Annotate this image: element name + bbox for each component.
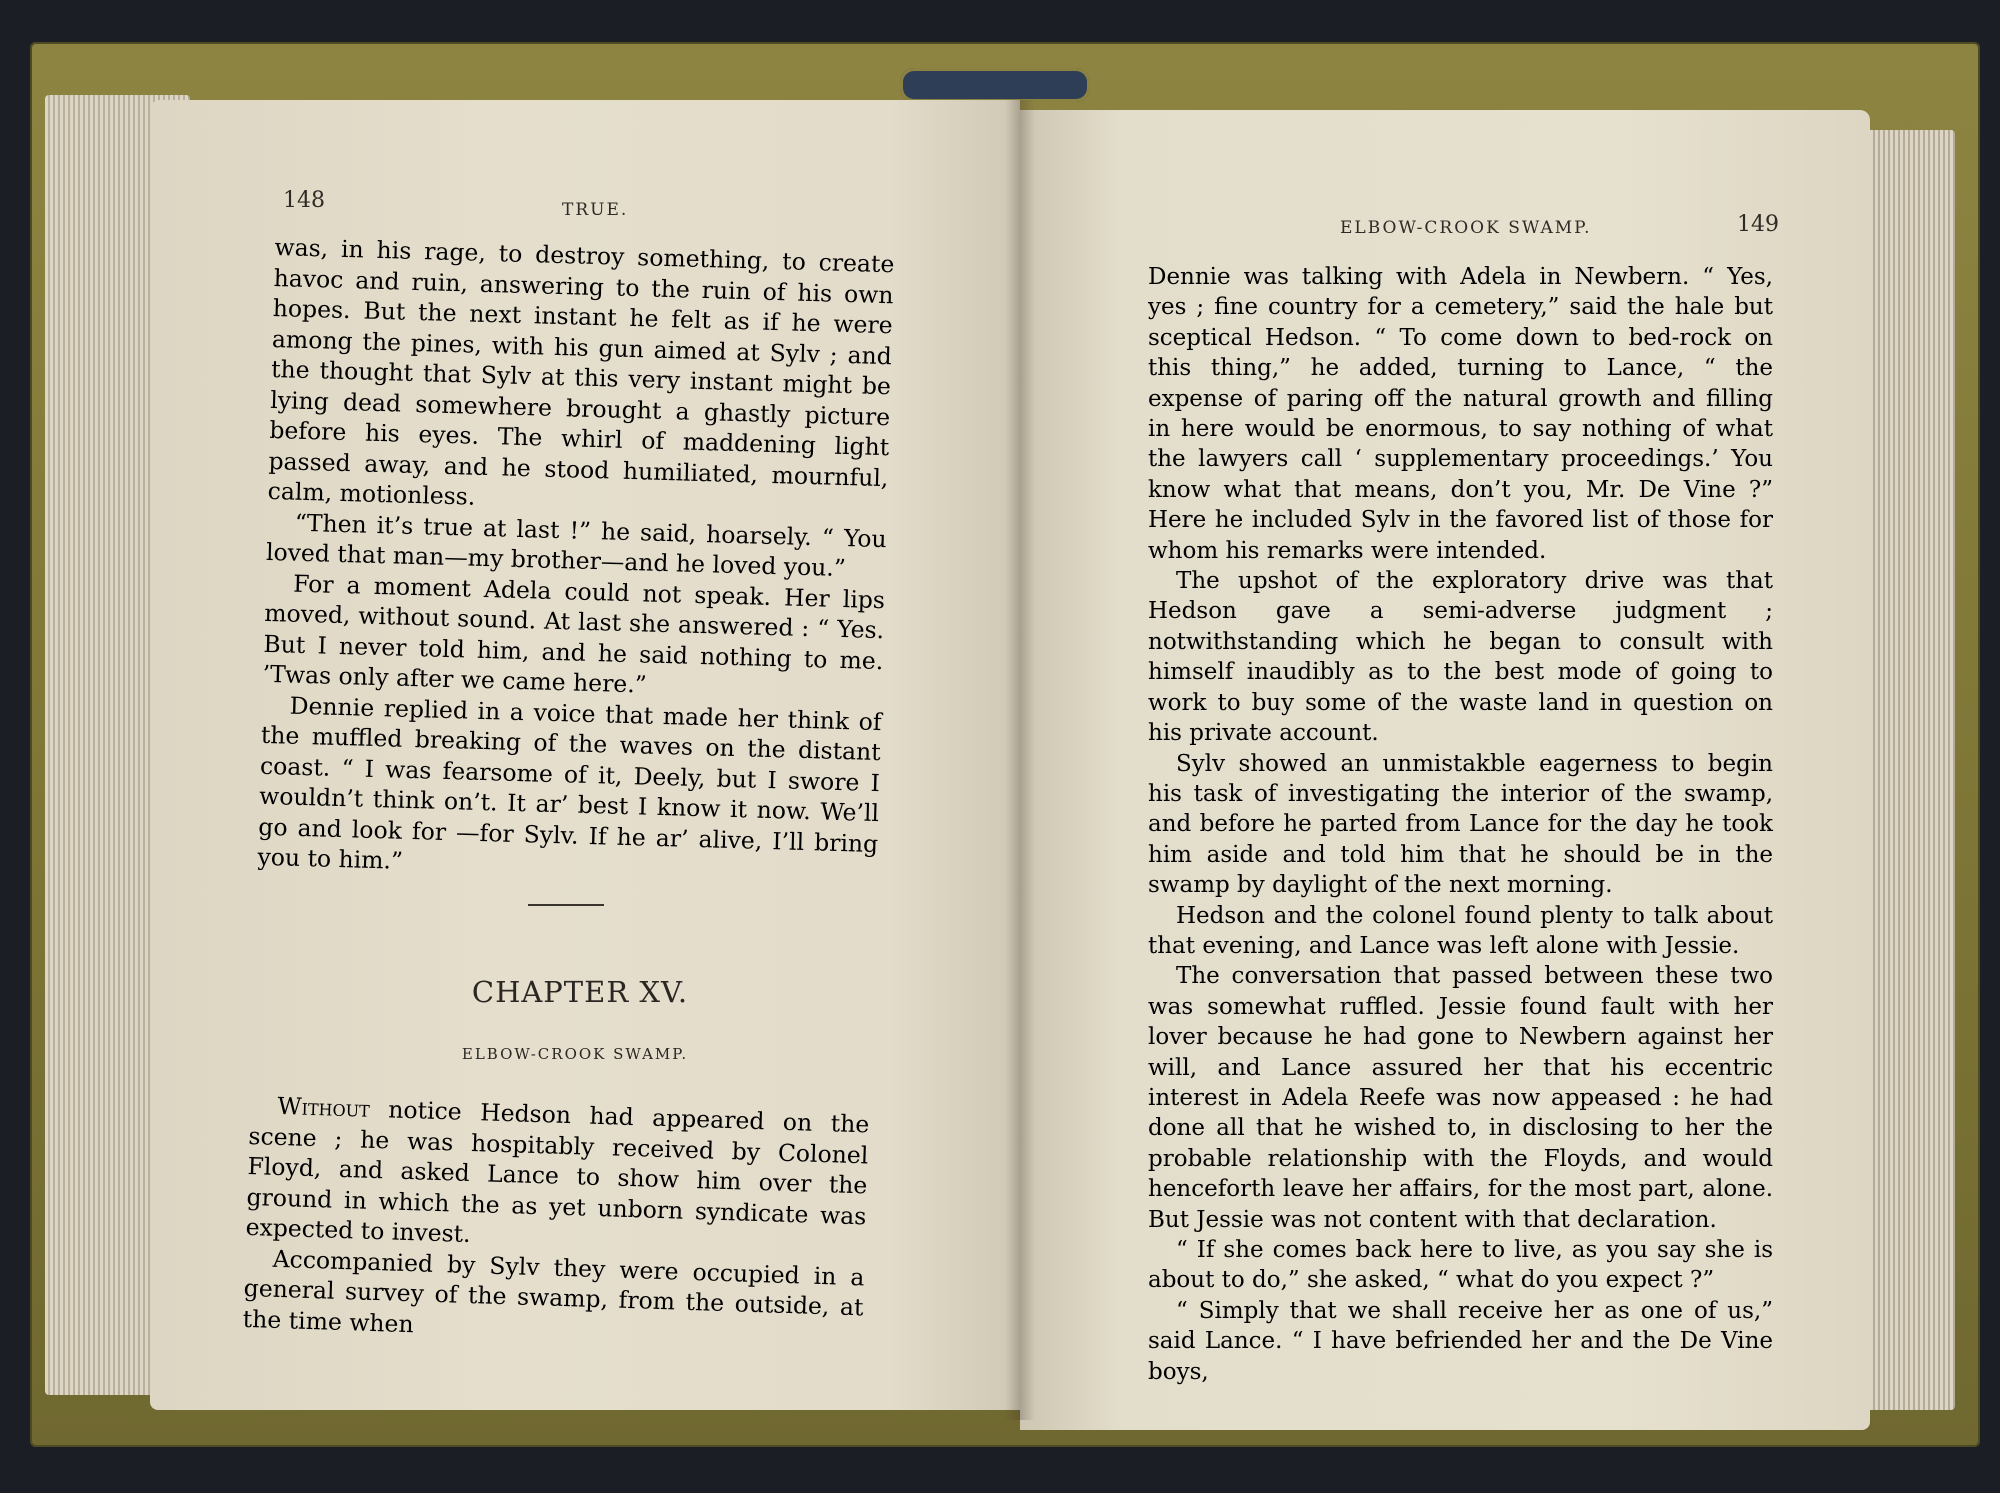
right-page-number: 149: [1737, 212, 1779, 237]
paragraph: The upshot of the exploratory drive was that Hedson gave a semi-adverse judgment ; notwithstanding which he began to consult with himself inaudibly as to the best mode of going to work to buy some of the waste land in question on his private account.: [1148, 568, 1773, 747]
page-edges-right: [1860, 130, 1955, 1410]
paragraph: The conversation that passed between these two was somewhat ruffled. Jessie found fault with her lover because he had gone to Newbern against her will, and Lance assured her that his eccentric interest in Adela Reefe was now appeased : he had done all that he wished to, in disclosing to her the probable relationship with the Floyds, and would henceforth leave her affairs, for the most part, alone. But Jessie was not content with that declaration.: [1148, 963, 1773, 1233]
paragraph: was, in his rage, to destroy something, to create havoc and ruin, answering to the ruin of his own hopes. But the next instant he felt as if he were among the pines, with his gun aimed at Sylv ; and the thought that Sylv at this very instant might be lying dead somewhere brought a ghastly picture before his eyes. The whirl of maddening light passed away, and he stood humiliated, mournful, calm, motionless.: [267, 232, 895, 511]
right-running-head: ELBOW-CROOK SWAMP.: [1340, 218, 1592, 238]
paragraph: Hedson and the colonel found plenty to talk about that evening, and Lance was left alone with Jessie.: [1148, 902, 1773, 959]
chapter-opening-rest: notice Hedson had appeared on the scene ; he was hospitably received by Colonel Floyd, and asked Lance to show him over the ground in which the as yet unborn syndicate was expected to invest.: [245, 1094, 870, 1248]
paragraph: For a moment Adela could not speak. Her lips moved, without sound. At last she answered : “ Yes. But I never told him, and he said nothing to me. ’Twas only after we came here.”: [262, 569, 886, 699]
left-page-text: [257, 232, 895, 890]
paragraph: [245, 1090, 869, 1262]
paragraph: “Then it’s true at last !” he said, hoarsely. “ You loved that man—my brother—and he loved you.”: [265, 508, 888, 583]
paragraph: Accompanied by Sylv they were occupied in a general survey of the swamp, from the outside, at the time when: [242, 1244, 865, 1338]
paragraph: “ Simply that we shall receive her as one of us,” said Lance. “ I have befriended her and the De Vine boys,: [1148, 1297, 1773, 1385]
book-gutter: [1005, 100, 1035, 1420]
chapter-title: CHAPTER XV.: [471, 975, 689, 1009]
chapter-opening-text: [242, 1090, 869, 1353]
left-running-head: TRUE.: [562, 200, 629, 220]
paragraph: “ If she comes back here to live, as you say she is about to do,” she asked, “ what do you expect ?”: [1148, 1237, 1773, 1294]
chapter-divider: [528, 904, 604, 906]
paragraph: Sylv showed an unmistakble eagerness to begin his task of investigating the interior of the swamp, and before he parted from Lance for the day he took him aside and told him that he should be in the swamp by daylight of the next morning.: [1148, 750, 1773, 899]
chapter-subtitle: ELBOW-CROOK SWAMP.: [461, 1045, 689, 1063]
left-page-number: 148: [283, 188, 325, 213]
paragraph: Dennie was talking with Adela in Newbern. “ Yes, yes ; fine country for a cemetery,” said the hale but sceptical Hedson. “ To come down to bed-rock on this thing,” he added, turning to Lance, “ the expense of paring off the natural growth and filling in here would be enormous, to say nothing of what the lawyers call ‘ supplementary proceedings.’ You know what that means, don’t you, Mr. De Vine ?” Here he included Sylv in the favored list of those for whom his remarks were intended.: [1148, 264, 1773, 564]
spine-headband: [900, 68, 1090, 102]
paragraph: Dennie replied in a voice that made her think of the muffled breaking of the waves on the distant coast. “ I was fearsome of it, Deely, but I swore I wouldn’t think on’t. It ar’ best I know it now. We’ll go and look for —for Sylv. If he ar’ alive, I’ll bring you to him.”: [257, 691, 882, 875]
right-page-text: [1148, 262, 1773, 1387]
chapter-opening-word: Without: [277, 1091, 371, 1123]
